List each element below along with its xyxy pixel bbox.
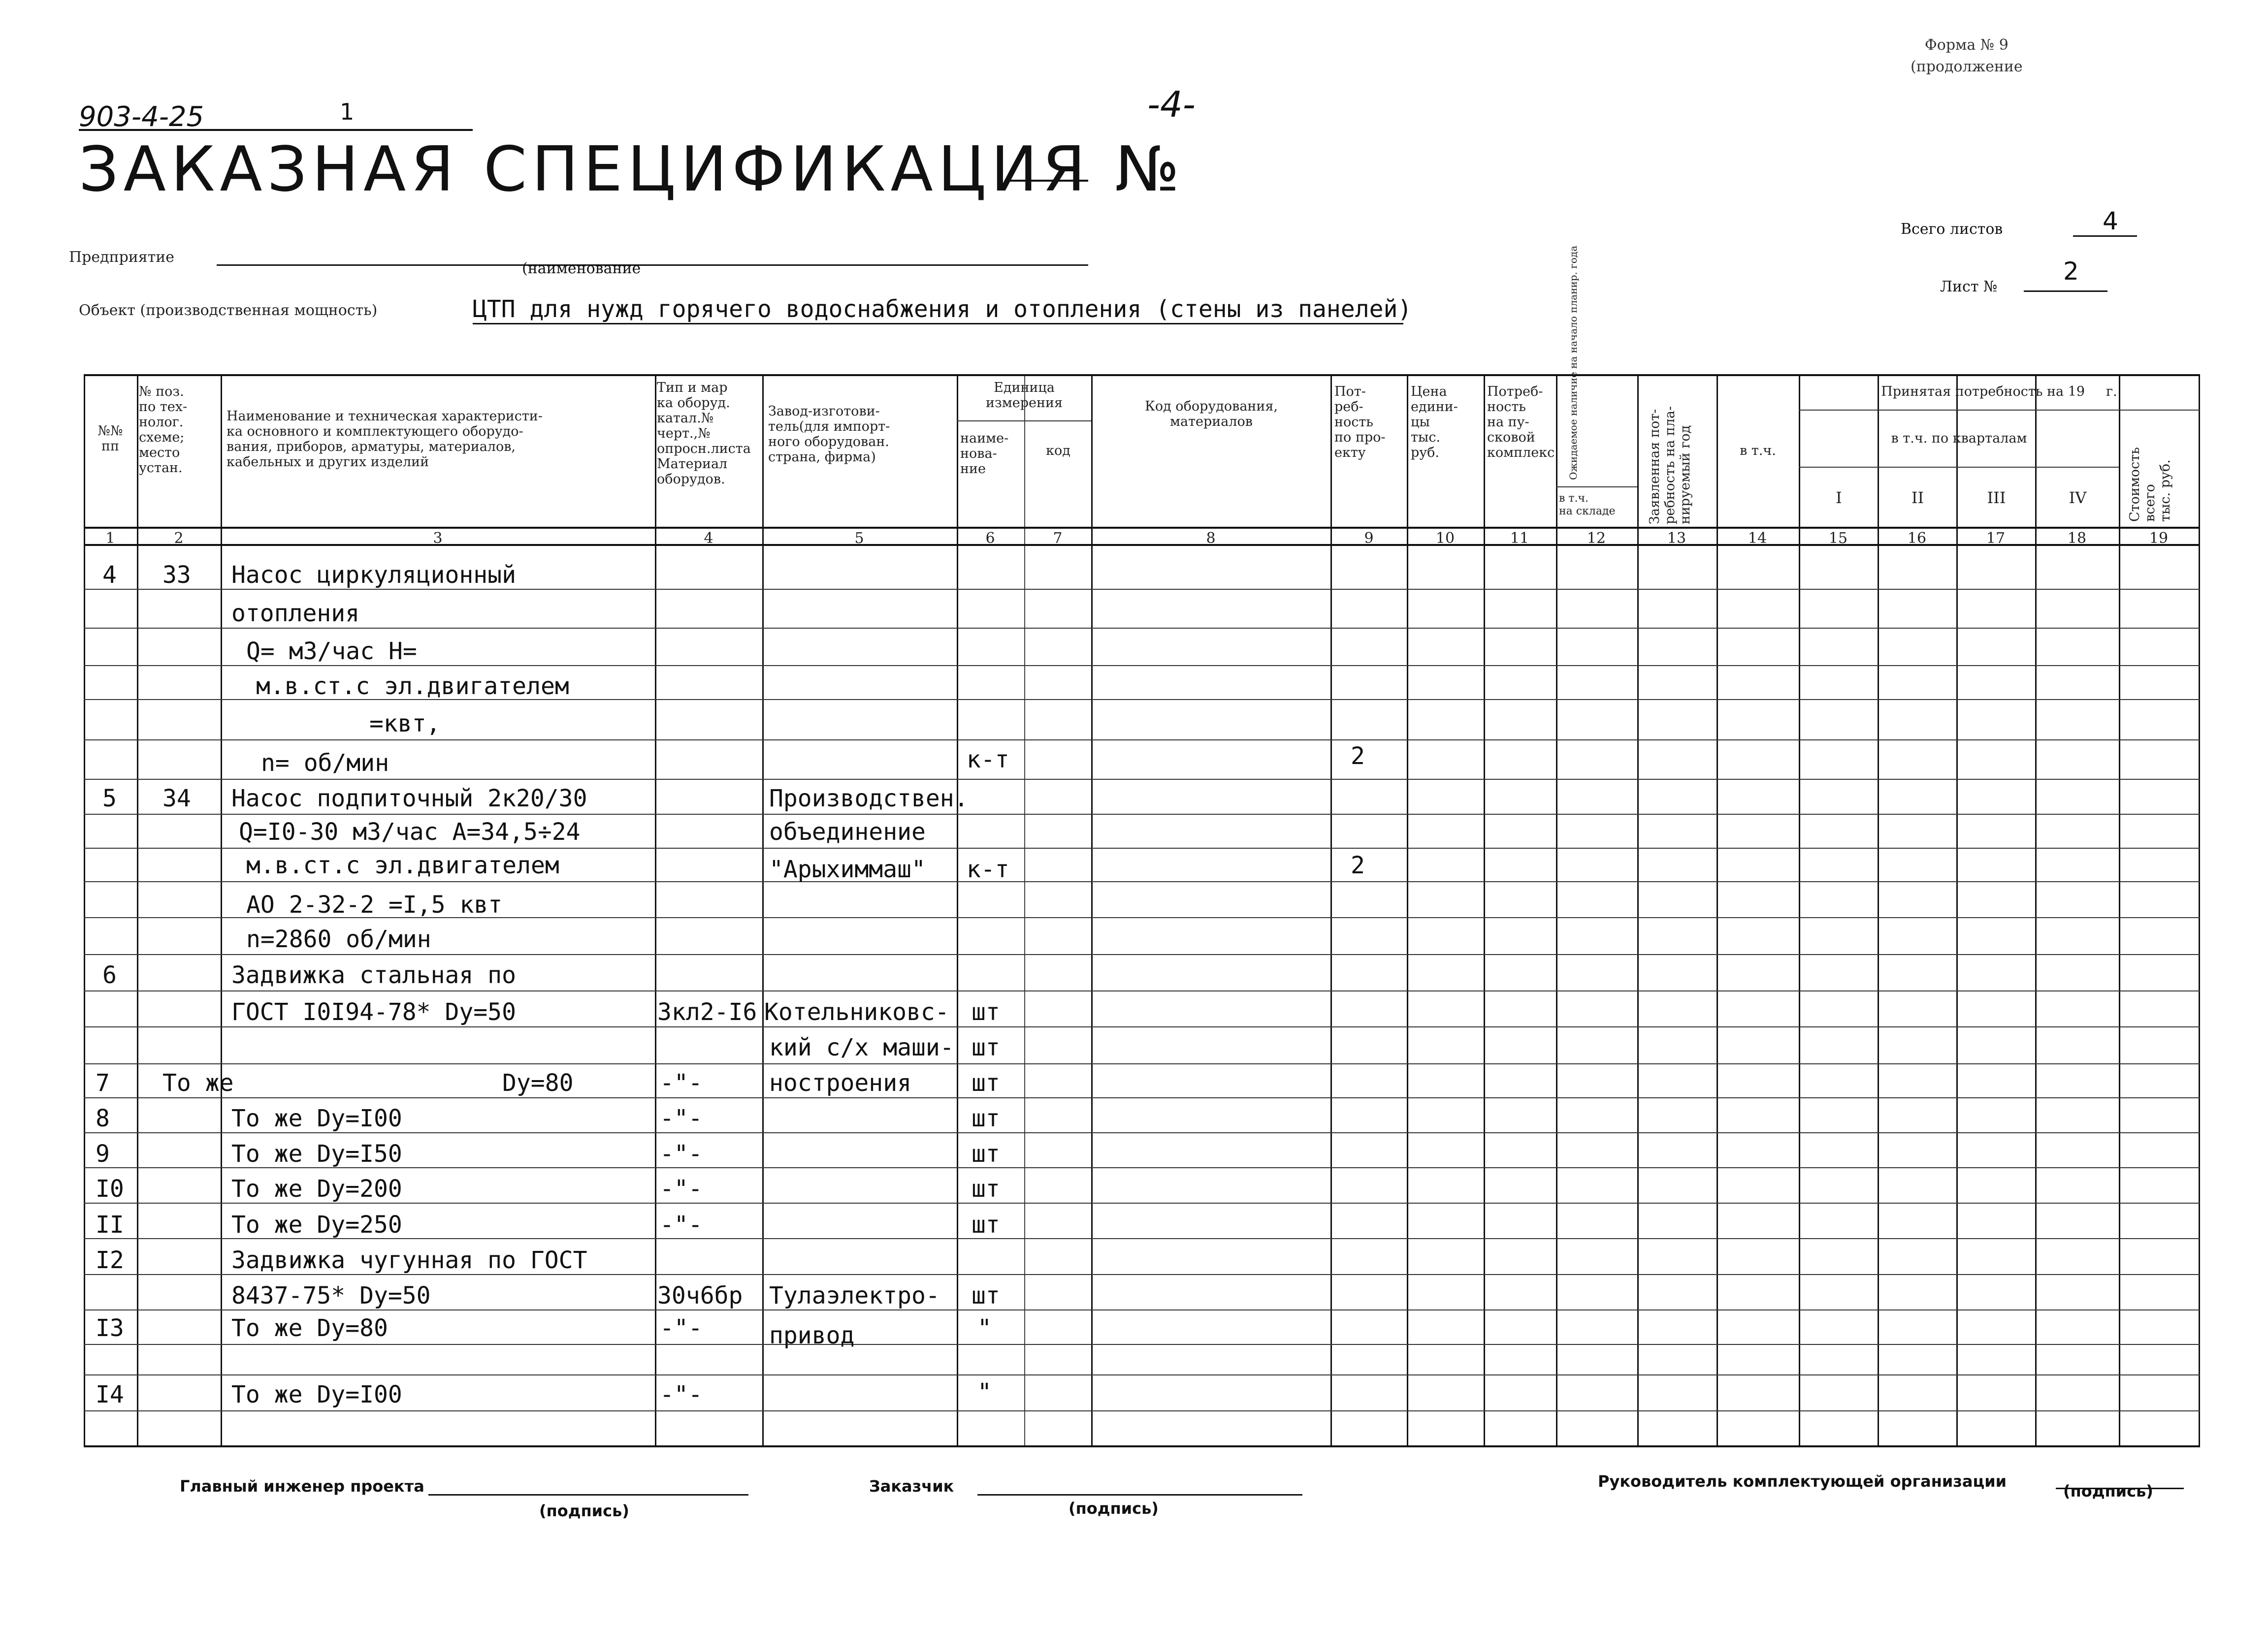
row-type: -"-: [660, 1314, 703, 1342]
header-col-equipment-code: Код оборудования, материалов: [1144, 399, 1278, 429]
grid-line: [2119, 374, 2120, 1447]
row-number: 5: [102, 785, 117, 812]
grid-line: [84, 1063, 2200, 1064]
row-name: м.в.ст.с эл.двигателем: [246, 852, 559, 879]
row-unit: ": [977, 1314, 992, 1342]
row-unit: к-т: [967, 856, 1009, 883]
grid-line: [1484, 374, 1485, 1447]
header-quarters-group: в т.ч. по кварталам: [1891, 431, 2027, 446]
row-number: I3: [96, 1314, 124, 1342]
grid-line: [84, 779, 2200, 780]
row-unit: шт: [972, 1069, 1000, 1097]
row-manufacturer: кий с/х маши-: [769, 1034, 954, 1061]
row-manufacturer: объединение: [769, 818, 926, 846]
header-col-price: Цена едини- цы тыс. руб.: [1411, 384, 1458, 460]
grid-line: [1637, 374, 1639, 1447]
row-name: То же Dу=I00: [231, 1381, 402, 1408]
row-number: 9: [96, 1140, 110, 1168]
page-number: -4-: [1147, 84, 1196, 125]
customer-label: Заказчик: [869, 1477, 954, 1496]
grid-line: [1799, 410, 2200, 411]
row-unit: шт: [972, 1034, 1000, 1061]
head-organization-signature-caption: (подпись): [2063, 1482, 2153, 1500]
grid-line: [2035, 374, 2037, 1447]
column-number: 2: [174, 530, 184, 547]
header-col-manufacturer: Завод-изготови- тель(для импорт- ного оборудован. страна, фирма): [768, 404, 890, 465]
row-name: Насос подпиточный 2к20/30: [231, 785, 587, 812]
header-col-number: №№ пп: [97, 423, 123, 454]
row-name: То же Dу=200: [231, 1175, 402, 1203]
grid-line: [84, 527, 2200, 529]
column-number: 11: [1510, 530, 1529, 547]
form-note: [1911, 34, 2023, 78]
row-name: Задвижка стальная по: [231, 961, 516, 989]
grid-line: [84, 1274, 2200, 1275]
document-code-underline: [79, 129, 473, 131]
row-name: м.в.ст.с эл.двигателем: [256, 672, 569, 700]
column-number: 10: [1435, 530, 1455, 547]
customer-signature-line: [977, 1494, 1302, 1496]
row-position: 33: [162, 561, 191, 589]
row-type: 3кл2-I6: [657, 998, 757, 1026]
grid-line: [137, 374, 138, 1447]
header-col-total-cost: Стоимость всего тыс. руб.: [2127, 447, 2173, 522]
header-q1: I: [1836, 488, 1842, 507]
row-type: -"-: [660, 1175, 703, 1203]
grid-line: [84, 1203, 2200, 1204]
column-number: 15: [1828, 530, 1848, 547]
row-type: 30ч6бр: [657, 1282, 743, 1309]
row-type: -"-: [660, 1381, 703, 1408]
object-value: ЦТП для нужд горячего водоснабжения и отопления (стены из панелей): [473, 295, 1412, 323]
grid-line: [1956, 374, 1958, 1447]
header-col-requested: Заявленная пот- ребность на пла- нируемый год: [1647, 406, 1693, 524]
row-name: отопления: [231, 600, 360, 627]
column-number: 3: [433, 530, 443, 547]
row-unit: ": [977, 1378, 992, 1406]
row-number: 7: [96, 1069, 110, 1097]
row-manufacturer: привод: [769, 1322, 855, 1349]
row-position: 34: [162, 785, 191, 812]
sheet-number-value: 2: [2063, 257, 2079, 286]
row-manufacturer: "Арыхиммаш": [769, 856, 926, 883]
header-col-name: Наименование и техническая характеристи- ка основного и комплектующего оборудо- вания, приборов, арматуры, материалов, кабельных и других изделий: [227, 409, 543, 470]
column-number: 16: [1907, 530, 1927, 547]
grid-line: [84, 990, 2200, 991]
grid-line: [84, 1097, 2200, 1098]
grid-line: [84, 739, 2200, 740]
row-type: -"-: [660, 1069, 703, 1097]
row-name: Насос циркуляционный: [231, 561, 516, 589]
grid-line: [84, 374, 2200, 376]
header-col-unit-group: Единица измерения: [986, 380, 1063, 411]
column-number: 1: [105, 530, 115, 547]
grid-line: [2199, 374, 2200, 1447]
column-number: 12: [1587, 530, 1606, 547]
object-underline: [473, 323, 1403, 324]
row-unit: шт: [972, 998, 1000, 1026]
header-q4: IV: [2069, 488, 2087, 507]
row-unit: к-т: [967, 746, 1009, 773]
grid-line: [1717, 374, 1718, 1447]
column-number: 13: [1667, 530, 1686, 547]
grid-line: [1556, 486, 1637, 487]
grid-line: [84, 1026, 2200, 1027]
row-name: То же Dу=I50: [231, 1140, 402, 1168]
grid-line: [84, 1445, 2200, 1447]
chief-engineer-signature-line: [428, 1494, 748, 1496]
row-manufacturer: Тулаэлектро-: [769, 1282, 940, 1309]
row-name: То же Dу=80: [231, 1314, 388, 1342]
row-unit: шт: [972, 1140, 1000, 1168]
row-manufacturer: Котельниковс-: [764, 998, 949, 1026]
grid-line: [1330, 374, 1332, 1447]
enterprise-label: Предприятие: [69, 249, 175, 266]
header-accepted-group: Принятая потребность на 19 г.: [1881, 384, 2117, 399]
grid-line: [957, 420, 1091, 421]
row-name: 8437-75* Dу=50: [231, 1282, 431, 1309]
header-col-incl: в т.ч.: [1740, 443, 1776, 458]
document-code-suffix: 1: [340, 98, 355, 125]
grid-line: [84, 1374, 2200, 1375]
row-type: -"-: [660, 1140, 703, 1168]
header-col-startup: Потреб- ность на пу- сковой комплекс: [1487, 384, 1555, 460]
grid-line: [84, 1309, 2200, 1310]
document-title: ЗАКАЗНАЯ СПЕЦИФИКАЦИЯ №: [79, 133, 1185, 205]
grid-line: [1556, 374, 1557, 1447]
row-name: То же Dу=250: [231, 1211, 402, 1239]
row-name: =квт,: [369, 710, 441, 737]
row-type: -"-: [660, 1211, 703, 1239]
grid-line: [1799, 467, 2119, 468]
grid-line: [84, 814, 2200, 815]
header-col-warehouse: в т.ч. на складе: [1559, 492, 1616, 517]
row-unit: шт: [972, 1175, 1000, 1203]
grid-line: [84, 544, 2200, 546]
grid-line: [1024, 374, 1025, 1447]
row-unit: шт: [972, 1282, 1000, 1309]
row-number: 6: [102, 961, 117, 989]
grid-line: [84, 881, 2200, 882]
row-number: I4: [96, 1381, 124, 1408]
grid-line: [1799, 374, 1800, 1447]
head-organization-label: Руководитель комплектующей организации: [1598, 1472, 2007, 1491]
grid-line: [84, 1344, 2200, 1345]
form-note-line2: (продолжение: [1911, 58, 2023, 75]
document-number-field: [1004, 180, 1088, 182]
grid-line: [84, 954, 2200, 955]
grid-line: [957, 374, 958, 1447]
customer-signature-caption: (подпись): [1069, 1499, 1159, 1518]
row-quantity: 2: [1351, 852, 1365, 879]
column-number: 5: [854, 530, 864, 547]
enterprise-field: [217, 264, 1088, 266]
row-number: 8: [96, 1105, 110, 1132]
header-col-position: № поз. по тех- нолог. схеме; место устан.: [139, 384, 188, 476]
grid-line: [84, 589, 2200, 590]
chief-engineer-signature-caption: (подпись): [539, 1501, 629, 1520]
row-name: Q=I0-30 м3/час A=34,5÷24: [239, 818, 581, 846]
document-code: 903-4-25: [79, 101, 204, 133]
row-position: То же: [162, 1069, 234, 1097]
header-q3: III: [1987, 488, 2006, 507]
grid-line: [1091, 374, 1093, 1447]
row-quantity: 2: [1351, 742, 1365, 770]
row-number: I2: [96, 1246, 124, 1274]
row-name: n=2860 об/мин: [246, 926, 431, 953]
grid-line: [84, 628, 2200, 629]
row-name: ГОСТ I0I94-78* Dу=50: [231, 998, 516, 1026]
grid-line: [221, 374, 222, 1447]
header-col-unit-code: код: [1046, 443, 1070, 458]
row-number: II: [96, 1211, 124, 1239]
total-sheets-label: Всего листов: [1901, 221, 2003, 238]
row-number: 4: [102, 561, 117, 589]
column-number: 19: [2149, 530, 2169, 547]
grid-line: [1878, 374, 1879, 1447]
total-sheets-underline: [2073, 235, 2137, 237]
column-number: 8: [1206, 530, 1216, 547]
row-manufacturer: ностроения: [769, 1069, 911, 1097]
row-manufacturer: Производствен.: [769, 785, 969, 812]
row-name: n= об/мин: [261, 749, 389, 777]
row-name: АО 2-32-2 =I,5 квт: [246, 891, 503, 919]
grid-line: [655, 374, 656, 1447]
column-number: 7: [1053, 530, 1063, 547]
row-type: -"-: [660, 1105, 703, 1132]
column-number: 14: [1748, 530, 1767, 547]
row-name: То же Dу=I00: [231, 1105, 402, 1132]
row-number: I0: [96, 1175, 124, 1203]
enterprise-caption: (наименование: [522, 260, 641, 277]
sheet-number-underline: [2024, 290, 2107, 292]
form-note-line1: Форма № 9: [1924, 36, 2009, 54]
sheet-number-label: Лист №: [1940, 278, 1998, 295]
grid-line: [1407, 374, 1408, 1447]
column-number: 6: [985, 530, 995, 547]
row-name: Задвижка чугунная по ГОСТ: [231, 1246, 587, 1274]
row-unit: шт: [972, 1211, 1000, 1239]
grid-line: [84, 1132, 2200, 1133]
column-number: 18: [2067, 530, 2087, 547]
object-label: Объект (производственная мощность): [79, 302, 378, 319]
header-col-unit-name: наиме- нова- ние: [960, 431, 1009, 477]
column-number: 17: [1986, 530, 2006, 547]
header-col-expected: Ожидаемое наличие на начало планир. года: [1567, 245, 1579, 480]
header-col-type: Тип и мар ка оборуд. катал.№ черт.,№ опросн.листа Материал оборудов.: [657, 380, 751, 487]
grid-line: [762, 374, 764, 1447]
row-unit: шт: [972, 1105, 1000, 1132]
total-sheets-value: 4: [2103, 207, 2118, 235]
grid-line: [84, 665, 2200, 666]
grid-line: [84, 848, 2200, 849]
column-number: 4: [704, 530, 713, 547]
row-name: Dу=80: [502, 1069, 574, 1097]
chief-engineer-label: Главный инженер проекта: [180, 1477, 424, 1496]
column-number: 9: [1364, 530, 1374, 547]
header-col-demand: Пот- реб- ность по про- екту: [1334, 384, 1386, 460]
grid-line: [84, 1410, 2200, 1411]
grid-line: [84, 374, 85, 1447]
header-q2: II: [1911, 488, 1924, 507]
row-name: Q= м3/час H=: [246, 638, 417, 665]
